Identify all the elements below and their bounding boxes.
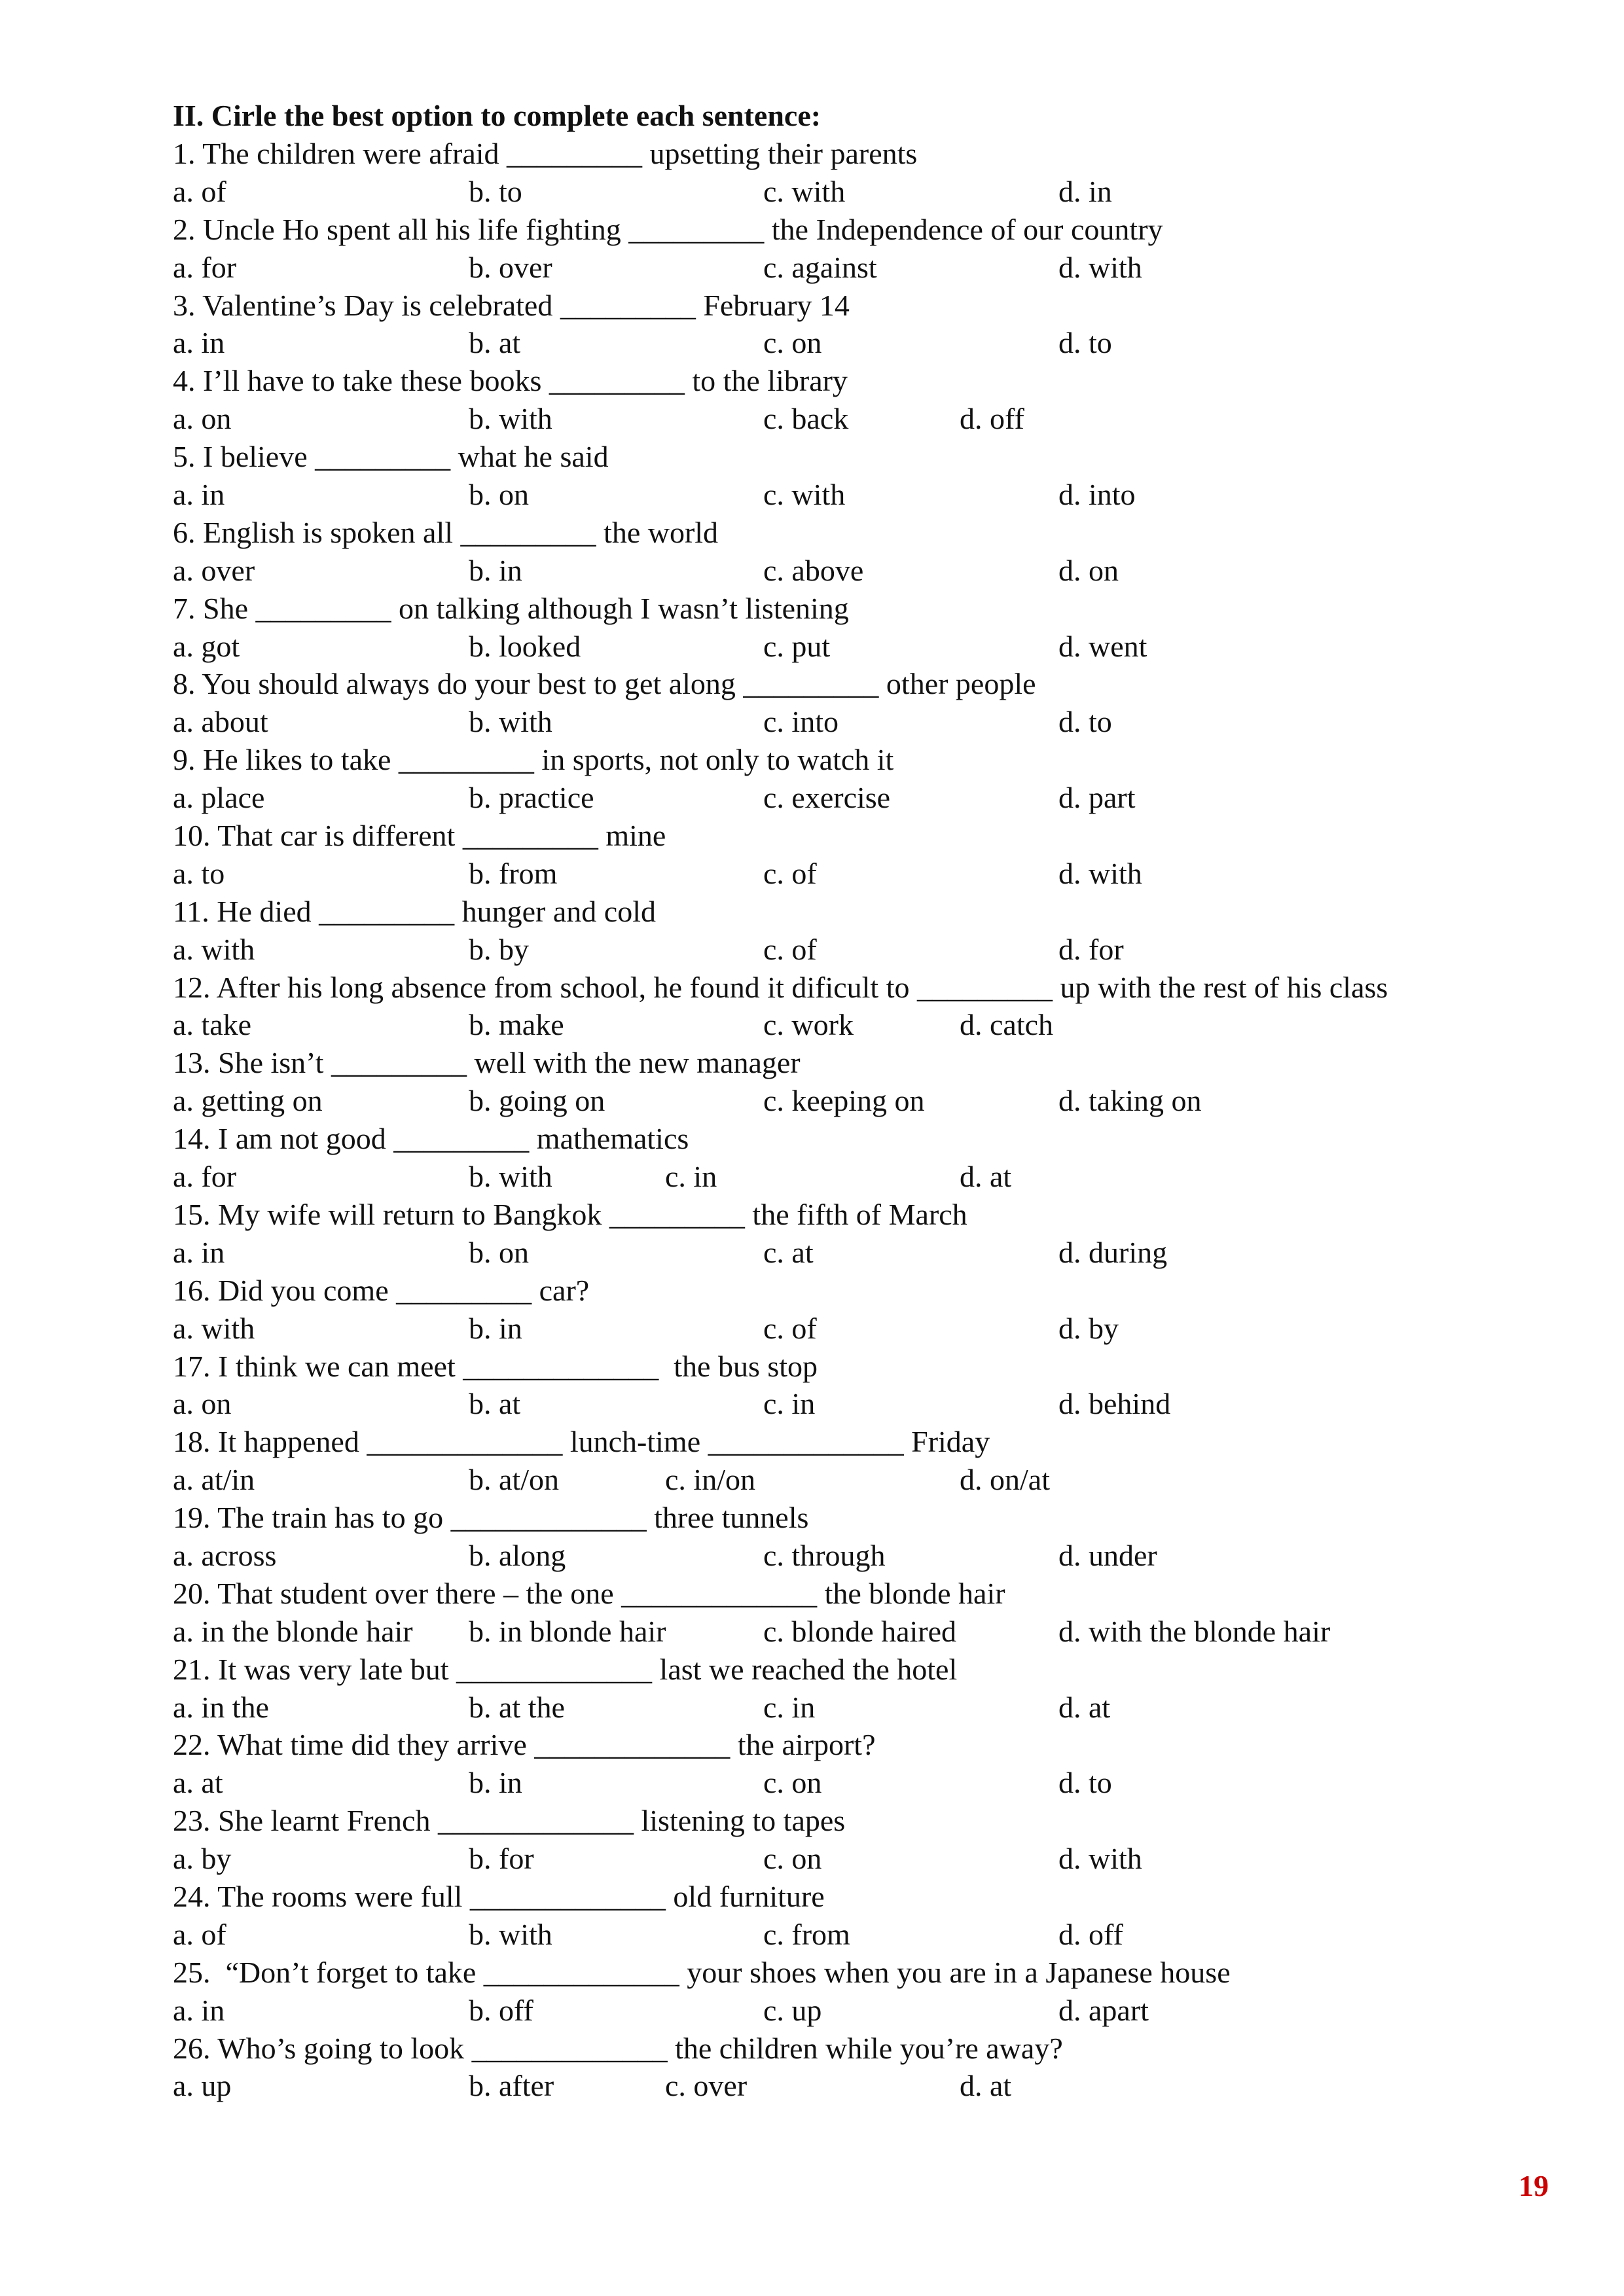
option-b[interactable]: b. with (469, 1160, 552, 1194)
option-a[interactable]: a. getting on (173, 1084, 323, 1118)
options-row (173, 1385, 1534, 1423)
options-row (173, 173, 1534, 211)
options-row (173, 628, 1534, 666)
options-row (173, 1234, 1534, 1272)
option-a[interactable]: a. in (173, 478, 225, 512)
options-row (173, 931, 1534, 969)
option-b[interactable]: b. for (469, 1842, 534, 1876)
option-a[interactable]: a. about (173, 705, 268, 739)
option-b[interactable]: b. along (469, 1538, 566, 1572)
option-c[interactable]: c. in (763, 1387, 816, 1421)
option-b[interactable]: b. at (469, 326, 521, 360)
option-a[interactable]: a. at/in (173, 1463, 255, 1497)
options-row (173, 1537, 1534, 1575)
option-c[interactable]: c. with (763, 174, 846, 208)
option-a[interactable]: a. for (173, 250, 237, 284)
option-c[interactable]: c. on (763, 1842, 822, 1876)
question-text: 23. She learnt French _____________ listening to tapes (173, 1804, 846, 1838)
question-text: 4. I’ll have to take these books _________ to the library (173, 364, 848, 398)
question-text: 2. Uncle Ho spent all his life fighting _________ the Independence of our country (173, 212, 1163, 246)
option-c[interactable]: c. over (665, 2069, 748, 2103)
options-row (173, 855, 1534, 893)
question-text: 3. Valentine’s Day is celebrated _________ February 14 (173, 288, 850, 322)
option-a[interactable]: a. over (173, 553, 255, 587)
option-c[interactable]: c. with (763, 478, 846, 512)
question-text: 10. That car is different _________ mine (173, 819, 666, 853)
option-b[interactable]: b. in (469, 1311, 522, 1345)
option-b[interactable]: b. going on (469, 1084, 605, 1118)
options-row (173, 703, 1534, 741)
option-a[interactable]: a. for (173, 1160, 237, 1194)
option-d[interactable]: d. with (1058, 856, 1142, 890)
option-a[interactable]: a. across (173, 1538, 277, 1572)
options-row (173, 1613, 1534, 1651)
option-d[interactable]: d. at (960, 2069, 1012, 2103)
question-text: 26. Who’s going to look _____________ the children while you’re away? (173, 2031, 1063, 2065)
worksheet (173, 97, 1534, 2105)
option-a[interactable]: a. by (173, 1842, 232, 1876)
option-d[interactable]: d. by (1058, 1311, 1119, 1345)
question-text: 9. He likes to take _________ in sports, not only to watch it (173, 743, 894, 777)
option-b[interactable]: b. practice (469, 781, 594, 815)
option-a[interactable]: a. in (173, 1993, 225, 2027)
question-text: 11. He died _________ hunger and cold (173, 894, 656, 928)
option-d[interactable]: d. with the blonde hair (1058, 1614, 1331, 1648)
options-row (173, 2067, 1534, 2105)
option-b[interactable]: b. by (469, 932, 529, 966)
option-d[interactable]: d. during (1058, 1235, 1168, 1269)
question-text: 7. She _________ on talking although I wasn’t listening (173, 591, 849, 625)
option-c[interactable]: c. work (763, 1008, 854, 1042)
option-d[interactable]: d. with (1058, 1842, 1142, 1876)
option-b[interactable]: b. over (469, 250, 552, 284)
option-c[interactable]: c. from (763, 1917, 850, 1951)
option-a[interactable]: a. place (173, 781, 265, 815)
section-heading: II. Cirle the best option to complete each sentence: (173, 99, 821, 132)
options-row (173, 779, 1534, 817)
option-c[interactable]: c. blonde haired (763, 1614, 957, 1648)
question-text: 1. The children were afraid _________ upsetting their parents (173, 137, 918, 170)
option-a[interactable]: a. take (173, 1008, 252, 1042)
option-c[interactable]: c. of (763, 1311, 817, 1345)
question-text: 17. I think we can meet _____________ the bus stop (173, 1349, 818, 1383)
option-d[interactable]: d. under (1058, 1538, 1157, 1572)
question-text: 25. “Don’t forget to take _____________ your shoes when you are in a Japanese house (173, 1955, 1231, 1989)
option-d[interactable]: d. off (960, 402, 1024, 436)
option-d[interactable]: d. with (1058, 250, 1142, 284)
option-d[interactable]: d. into (1058, 478, 1136, 512)
question-text: 14. I am not good _________ mathematics (173, 1122, 689, 1156)
option-c[interactable]: c. in (763, 1690, 816, 1724)
option-d[interactable]: d. at (960, 1160, 1012, 1194)
page-number: 19 (1519, 2169, 1549, 2202)
option-d[interactable]: d. taking on (1058, 1084, 1202, 1118)
options-row (173, 1764, 1534, 1802)
question-text: 24. The rooms were full _____________ old furniture (173, 1879, 825, 1913)
option-c[interactable]: c. on (763, 326, 822, 360)
option-b[interactable]: b. off (469, 1993, 533, 2027)
option-c[interactable]: c. up (763, 1993, 822, 2027)
option-c[interactable]: c. against (763, 250, 877, 284)
option-d[interactable]: d. part (1058, 781, 1136, 815)
option-b[interactable]: b. from (469, 856, 558, 890)
options-row (173, 1310, 1534, 1348)
option-b[interactable]: b. make (469, 1008, 564, 1042)
question-text: 18. It happened _____________ lunch-time _____________ Friday (173, 1425, 990, 1459)
option-b[interactable]: b. to (469, 174, 522, 208)
options-row (173, 1158, 1534, 1196)
option-c[interactable]: c. of (763, 932, 817, 966)
question-text: 12. After his long absence from school, he found it dificult to _________ up with the rest of his class (173, 970, 1388, 1004)
option-a[interactable]: a. of (173, 174, 226, 208)
option-a[interactable]: a. with (173, 932, 255, 966)
option-a[interactable]: a. with (173, 1311, 255, 1345)
question-text: 16. Did you come _________ car? (173, 1273, 590, 1307)
options-row (173, 1689, 1534, 1727)
option-a[interactable]: a. on (173, 402, 232, 436)
option-a[interactable]: a. in the (173, 1690, 269, 1724)
option-b[interactable]: b. in (469, 1766, 522, 1800)
option-c[interactable]: c. back (763, 402, 849, 436)
option-d[interactable]: d. off (1058, 1917, 1123, 1951)
option-c[interactable]: c. through (763, 1538, 886, 1572)
options-row (173, 324, 1534, 362)
option-d[interactable]: d. to (1058, 1766, 1112, 1800)
options-row (173, 400, 1534, 438)
options-row (173, 1006, 1534, 1044)
options-row (173, 1082, 1534, 1120)
question-text: 22. What time did they arrive _____________ the airport? (173, 1728, 876, 1762)
option-a[interactable]: a. up (173, 2069, 232, 2103)
option-d[interactable]: d. on/at (960, 1463, 1050, 1497)
option-b[interactable]: b. at/on (469, 1463, 559, 1497)
option-b[interactable]: b. looked (469, 629, 581, 663)
option-d[interactable]: d. to (1058, 326, 1112, 360)
option-c[interactable]: c. in (665, 1160, 717, 1194)
option-d[interactable]: d. went (1058, 629, 1147, 663)
option-c[interactable]: c. on (763, 1766, 822, 1800)
option-a[interactable]: a. of (173, 1917, 226, 1951)
option-d[interactable]: d. for (1058, 932, 1124, 966)
option-b[interactable]: b. with (469, 1917, 552, 1951)
option-b[interactable]: b. after (469, 2069, 554, 2103)
option-a[interactable]: a. at (173, 1766, 223, 1800)
question-text: 19. The train has to go _____________ three tunnels (173, 1501, 809, 1535)
option-c[interactable]: c. above (763, 553, 864, 587)
option-c[interactable]: c. in/on (665, 1463, 755, 1497)
option-d[interactable]: d. on (1058, 553, 1119, 587)
question-text: 8. You should always do your best to get along _________ other people (173, 667, 1036, 701)
option-c[interactable]: c. put (763, 629, 831, 663)
options-row (173, 552, 1534, 590)
question-text: 15. My wife will return to Bangkok _________ the fifth of March (173, 1197, 967, 1231)
option-b[interactable]: b. on (469, 478, 529, 512)
option-a[interactable]: a. to (173, 856, 225, 890)
option-d[interactable]: d. apart (1058, 1993, 1149, 2027)
question-text: 20. That student over there – the one _____________ the blonde hair (173, 1576, 1005, 1610)
option-d[interactable]: d. catch (960, 1008, 1054, 1042)
option-b[interactable]: b. at (469, 1387, 521, 1421)
option-b[interactable]: b. with (469, 705, 552, 739)
question-text: 13. She isn’t _________ well with the new manager (173, 1046, 801, 1080)
option-a[interactable]: a. in (173, 1235, 225, 1269)
question-list (173, 135, 1534, 2105)
option-b[interactable]: b. in blonde hair (469, 1614, 666, 1648)
option-a[interactable]: a. in the blonde hair (173, 1614, 413, 1648)
option-c[interactable]: c. keeping on (763, 1084, 925, 1118)
options-row (173, 1992, 1534, 2030)
option-a[interactable]: a. in (173, 326, 225, 360)
option-b[interactable]: b. at the (469, 1690, 565, 1724)
options-row (173, 1840, 1534, 1878)
options-row (173, 476, 1534, 514)
question-text: 6. English is spoken all _________ the world (173, 515, 719, 549)
option-d[interactable]: d. behind (1058, 1387, 1171, 1421)
options-row (173, 1916, 1534, 1954)
question-text: 5. I believe _________ what he said (173, 440, 609, 474)
option-b[interactable]: b. with (469, 402, 552, 436)
option-b[interactable]: b. in (469, 553, 522, 587)
options-row (173, 1461, 1534, 1499)
option-b[interactable]: b. on (469, 1235, 529, 1269)
option-d[interactable]: d. at (1058, 1690, 1111, 1724)
option-c[interactable]: c. exercise (763, 781, 891, 815)
option-a[interactable]: a. on (173, 1387, 232, 1421)
option-c[interactable]: c. at (763, 1235, 814, 1269)
option-d[interactable]: d. in (1058, 174, 1112, 208)
options-row (173, 249, 1534, 287)
question-text: 21. It was very late but _____________ last we reached the hotel (173, 1652, 958, 1686)
option-c[interactable]: c. of (763, 856, 817, 890)
option-a[interactable]: a. got (173, 629, 240, 663)
option-d[interactable]: d. to (1058, 705, 1112, 739)
option-c[interactable]: c. into (763, 705, 839, 739)
